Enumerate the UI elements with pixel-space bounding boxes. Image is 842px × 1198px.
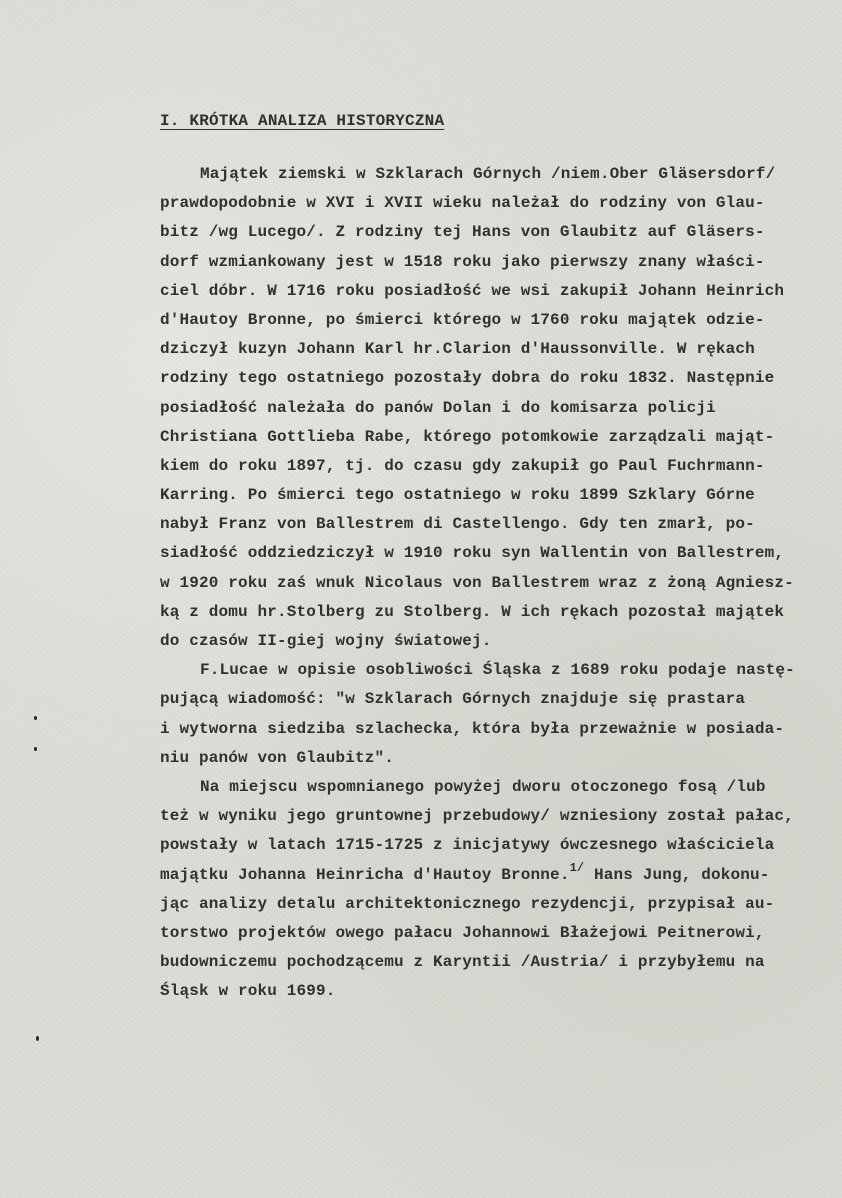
text-line: siadłość oddziedziczył w 1910 roku syn Wallentin von Ballestrem,	[160, 544, 785, 563]
text-line: budowniczemu pochodzącemu z Karyntii /Austria/ i przybyłemu na	[160, 953, 765, 972]
text-line: d'Hautoy Bronne, po śmierci którego w 1760 roku majątek odzie-	[160, 310, 765, 329]
text-line: do czasów II-giej wojny światowej.	[160, 632, 492, 650]
text-line: Christiana Gottlieba Rabe, którego potomkowie zarządzali mająt-	[160, 427, 775, 446]
document-body	[160, 160, 832, 1006]
text-line: powstały w latach 1715-1725 z inicjatywy ówczesnego właściciela	[160, 836, 775, 855]
text-line: pującą wiadomość: "w Szklarach Górnych znajduje się prastara	[160, 690, 746, 709]
text-line: rodziny tego ostatniego pozostały dobra do roku 1832. Następnie	[160, 369, 775, 388]
paper-speck	[34, 747, 37, 751]
text-line	[160, 861, 832, 890]
text-line: jąc analizy detalu architektonicznego rezydencji, przypisał au-	[160, 894, 775, 913]
footnote-reference: 1/	[569, 860, 585, 875]
text-line: bitz /wg Lucego/. Z rodziny tej Hans von Glaubitz auf Gläsers-	[160, 223, 765, 242]
text-line: Na miejscu wspomnianego powyżej dworu otoczonego fosą /lub	[200, 777, 766, 796]
text-line: też w wyniku jego gruntownej przebudowy/ wzniesiony został pałac,	[160, 807, 794, 826]
text-line: niu panów von Glaubitz".	[160, 748, 395, 767]
text-line: nabył Franz von Ballestrem di Castellengo. Gdy ten zmarł, po-	[160, 515, 755, 534]
text-line: i wytworna siedziba szlachecka, która była przeważnie w posiada-	[160, 719, 785, 738]
text-line: posiadłość należała do panów Dolan i do komisarza policji	[160, 398, 716, 417]
text-line: dziczył kuzyn Johann Karl hr.Clarion d'Haussonville. W rękach	[160, 340, 755, 359]
text-line: ciel dóbr. W 1716 roku posiadłość we wsi zakupił Johann Heinrich	[160, 281, 785, 300]
paper-speck	[36, 1036, 39, 1041]
section-title: I. KRÓTKA ANALIZA HISTORYCZNA	[160, 112, 445, 130]
text-segment: majątku Johanna Heinricha d'Hautoy Bronne.	[160, 865, 570, 884]
text-line: ką z domu hr.Stolberg zu Stolberg. W ich rękach pozostał majątek	[160, 602, 785, 621]
paragraph-lucae-quote	[160, 656, 832, 773]
paragraph-palace	[160, 773, 832, 1007]
text-line: Majątek ziemski w Szklarach Górnych /niem.Ober Gläsersdorf/	[200, 165, 776, 183]
text-line: dorf wzmiankowany jest w 1518 roku jako pierwszy znany właści-	[160, 252, 765, 271]
text-line: Karring. Po śmierci tego ostatniego w roku 1899 Szklary Górne	[160, 486, 755, 505]
text-segment: Hans Jung, dokonu-	[584, 865, 770, 884]
text-line: F.Lucae w opisie osobliwości Śląska z 1689 roku podaje nastę-	[200, 661, 795, 680]
text-line: kiem do roku 1897, tj. do czasu gdy zakupił go Paul Fuchrmann-	[160, 456, 765, 475]
text-line: torstwo projektów owego pałacu Johannowi Błażejowi Peitnerowi,	[160, 923, 765, 942]
text-line: Śląsk w roku 1699.	[160, 982, 336, 1001]
text-line: prawdopodobnie w XVI i XVII wieku należał do rodziny von Glau-	[160, 194, 765, 213]
text-line: w 1920 roku zaś wnuk Nicolaus von Ballestrem wraz z żoną Agniesz-	[160, 573, 794, 592]
paragraph-history	[160, 160, 832, 656]
paper-speck	[34, 716, 37, 720]
